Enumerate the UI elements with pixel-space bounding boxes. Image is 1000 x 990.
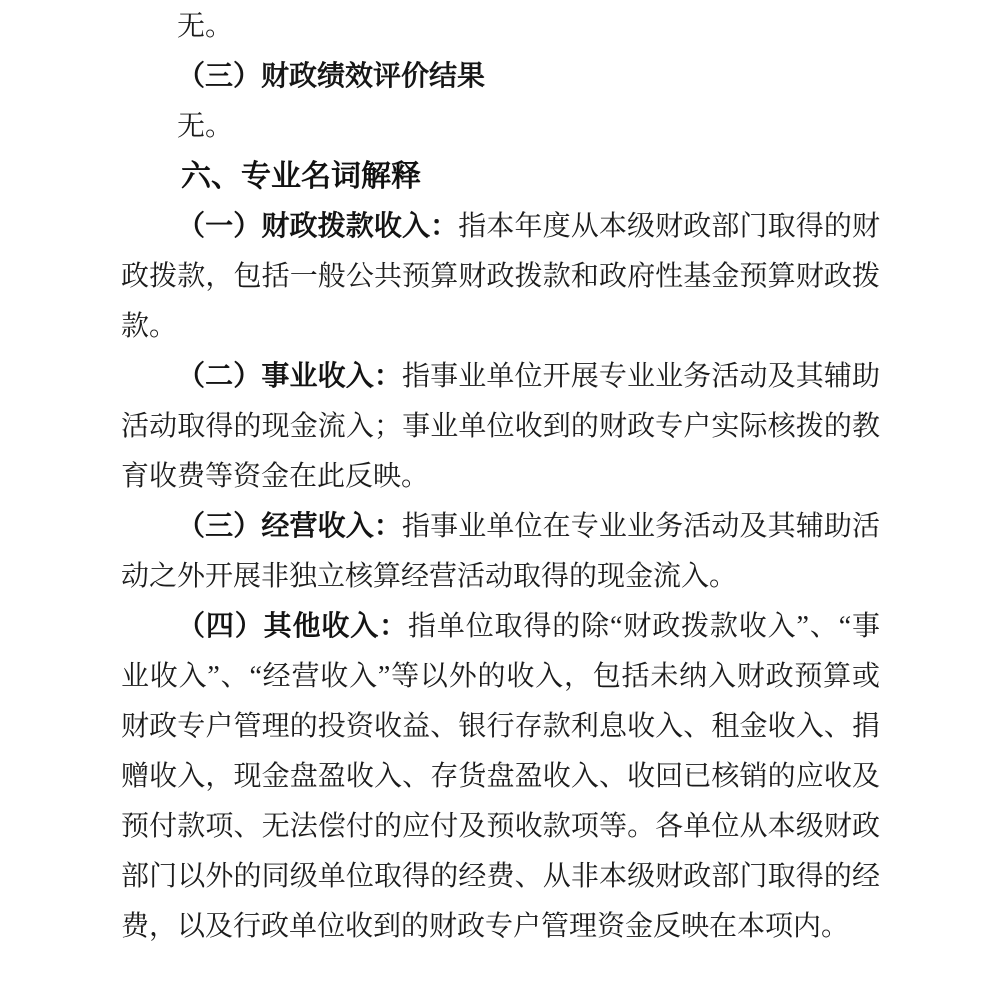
term-definition-paragraph xyxy=(121,502,880,602)
term-definition-text: 指事业单位开展专业业务活动及其辅助活动取得的现金流入；事业单位收到的财政专户实际核拨的教育收费等资金在此反映。 xyxy=(121,361,880,492)
term-label: （三）经营收入： xyxy=(177,511,402,542)
paragraph-text: 无。 xyxy=(177,11,234,42)
term-label: （四）其他收入： xyxy=(177,611,408,642)
document-body xyxy=(121,2,880,952)
term-definition-paragraph xyxy=(121,202,880,352)
section-heading: 六、专业名词解释 xyxy=(181,160,421,193)
term-definition-text: 指本年度从本级财政部门取得的财政拨款，包括一般公共预算财政拨款和政府性基金预算财政拨款。 xyxy=(121,211,880,342)
paragraph-text: 无。 xyxy=(177,111,234,142)
term-definition-text: 指单位取得的除“财政拨款收入”、“事业收入”、“经营收入”等以外的收入，包括未纳入财政预算或财政专户管理的投资收益、银行存款利息收入、租金收入、捐赠收入，现金盘盈收入、存货盘盈收入、收回已核销的应收及预付款项、无法偿付的应付及预收款项等。各单位从本级财政部门以外的同级单位取得的经费、从非本级财政部门取得的经费，以及行政单位收到的财政专户管理资金反映在本项内。 xyxy=(121,611,880,942)
term-definition-paragraph xyxy=(121,602,880,952)
term-label: （一）财政拨款收入： xyxy=(177,211,459,242)
term-label: （二）事业收入： xyxy=(177,361,402,392)
sub-section-heading: （三）财政绩效评价结果 xyxy=(177,61,486,92)
term-definition-paragraph xyxy=(121,352,880,502)
term-definition-text: 指事业单位在专业业务活动及其辅助活动之外开展非独立核算经营活动取得的现金流入。 xyxy=(121,511,880,592)
